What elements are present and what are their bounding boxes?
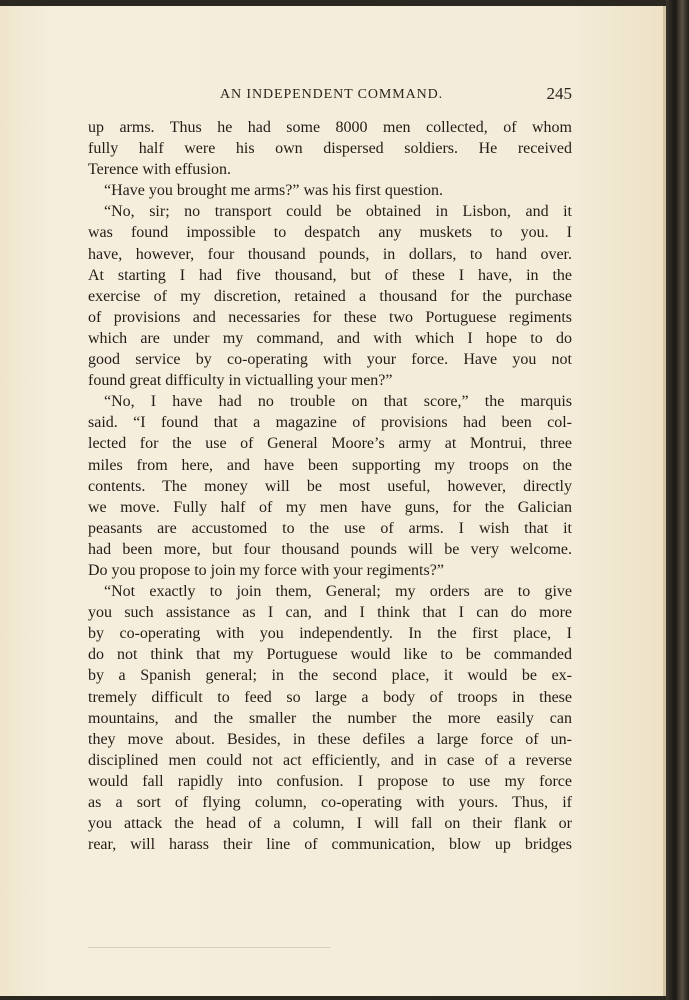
text-line: you such assistance as I can, and I think that I can do more xyxy=(88,604,572,622)
text-line: “No, I have had no trouble on that score,” the marquis xyxy=(104,393,572,411)
text-line: by a Spanish general; in the second place, it would be ex- xyxy=(88,667,572,685)
text-line: good service by co-operating with your force. Have you not xyxy=(88,351,572,369)
text-line: mountains, and the smaller the number the more easily can xyxy=(88,709,572,727)
text-line: by co-operating with you independently. In the first place, I xyxy=(88,625,572,643)
text-line: would fall rapidly into confusion. I propose to use my force xyxy=(88,772,572,790)
text-line: up arms. Thus he had some 8000 men collected, of whom xyxy=(88,119,572,136)
text-line: we move. Fully half of my men have guns, for the Galician xyxy=(88,498,572,516)
text-line: “Have you brought me arms?” was his first question. xyxy=(104,182,444,200)
text-line: do not think that my Portuguese would like to be commanded xyxy=(88,646,572,664)
text-line: rear, will harass their line of communication, blow up bridges xyxy=(88,836,572,854)
text-line: peasants are accustomed to the use of arms. I wish that it xyxy=(88,519,572,537)
text-line: Do you propose to join my force with your regiments?” xyxy=(88,561,444,579)
text-line: was found impossible to despatch any muskets to you. I xyxy=(88,224,572,242)
text-line: disciplined men could not act efficiently, and in case of a reverse xyxy=(88,751,572,769)
running-head-title: AN INDEPENDENT COMMAND. xyxy=(220,87,444,102)
text-line: Terence with effusion. xyxy=(88,161,231,179)
book-spine xyxy=(666,0,689,1000)
text-line: as a sort of flying column, co-operating with yours. Thus, if xyxy=(88,794,572,811)
text-line: of provisions and necessaries for these two Portuguese regiments xyxy=(88,308,572,326)
text-line: fully half were his own dispersed soldiers. He received xyxy=(88,140,572,158)
text-line: which are under my command, and with which I hope to do xyxy=(88,329,572,347)
footer-rule xyxy=(88,947,330,948)
text-line: had been more, but four thousand pounds will be very welcome. xyxy=(88,540,572,558)
text-line: tremely difficult to feed so large a body of troops in these xyxy=(88,688,572,706)
body-text xyxy=(88,117,572,855)
text-line: found great difficulty in victualling your men?” xyxy=(88,372,393,390)
text-line: you attack the head of a column, I will fall on their flank or xyxy=(88,815,572,833)
text-line: lected for the use of General Moore’s army at Montrui, three xyxy=(88,435,572,453)
text-line: have, however, four thousand pounds, in dollars, to hand over. xyxy=(88,245,572,263)
text-line: exercise of my discretion, retained a thousand for the purchase xyxy=(88,287,572,305)
text-line: contents. The money will be most useful, however, directly xyxy=(88,477,572,495)
text-line: said. “I found that a magazine of provisions had been col- xyxy=(88,414,572,432)
running-head xyxy=(88,86,572,108)
page-number: 245 xyxy=(546,84,572,103)
text-line: At starting I had five thousand, but of these I have, in the xyxy=(88,266,572,284)
text-line: they move about. Besides, in these defiles a large force of un- xyxy=(88,730,572,748)
text-line: miles from here, and have been supporting my troops on the xyxy=(88,456,572,474)
text-line: “No, sir; no transport could be obtained in Lisbon, and it xyxy=(104,203,572,221)
text-line: “Not exactly to join them, General; my orders are to give xyxy=(104,583,572,601)
